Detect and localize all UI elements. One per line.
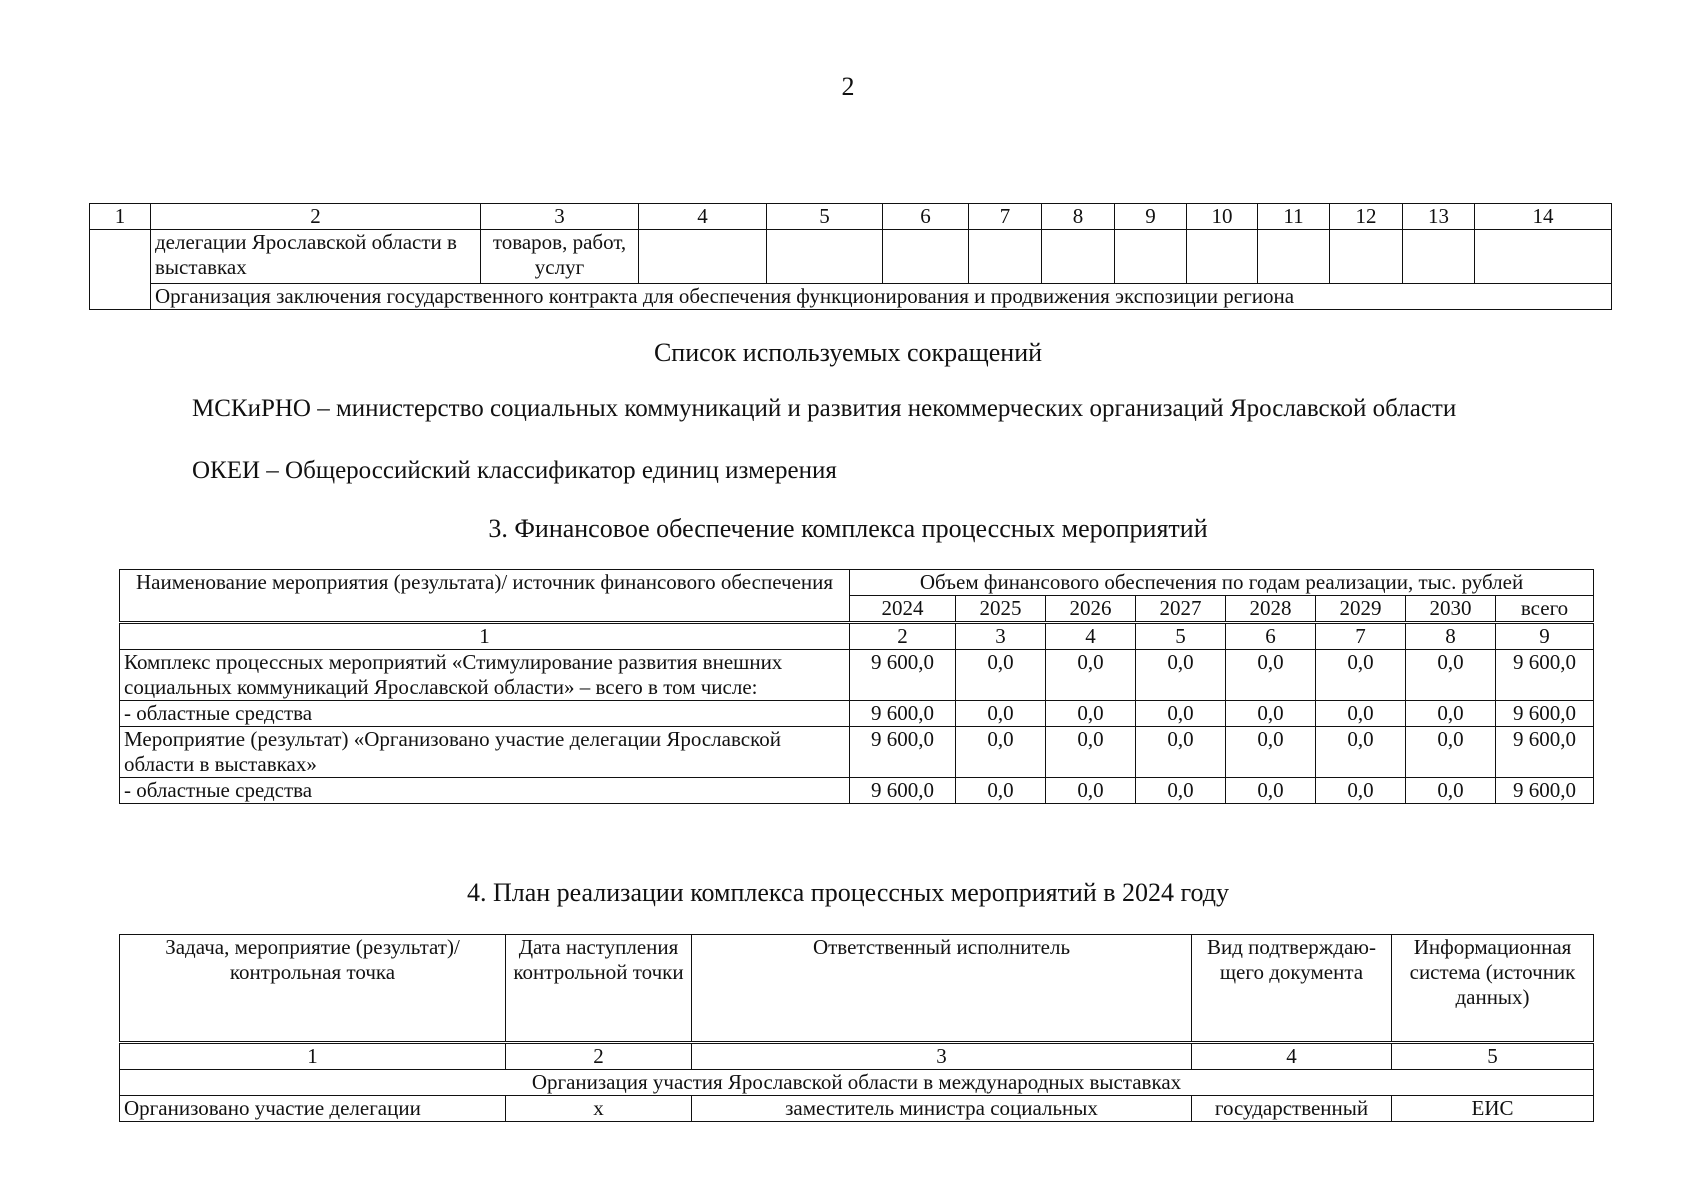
- col-num: 8: [1406, 623, 1496, 650]
- value-cell: 0,0: [1226, 650, 1316, 701]
- col-num: 2: [506, 1043, 692, 1070]
- table-cell: ЕИС: [1392, 1096, 1594, 1122]
- col-num: 4: [639, 204, 767, 230]
- year-cell: 2025: [956, 596, 1046, 623]
- value-cell: 0,0: [1316, 701, 1406, 727]
- col-num: 7: [1316, 623, 1406, 650]
- value-cell: 0,0: [1406, 701, 1496, 727]
- year-cell: 2030: [1406, 596, 1496, 623]
- year-cell: 2028: [1226, 596, 1316, 623]
- value-cell: 0,0: [1136, 701, 1226, 727]
- row-name: - областные средства: [120, 778, 850, 804]
- col-num: 13: [1403, 204, 1475, 230]
- value-cell: 0,0: [1046, 727, 1136, 778]
- value-cell: 9 600,0: [850, 727, 956, 778]
- value-cell: 0,0: [1136, 727, 1226, 778]
- value-cell: 9 600,0: [850, 650, 956, 701]
- merged-row: Организация участия Ярославской области в международных выставках: [120, 1070, 1594, 1096]
- col-num: 9: [1496, 623, 1594, 650]
- header-cell: Дата наступления контрольной точки: [506, 935, 692, 1043]
- table-cell: государственный: [1192, 1096, 1392, 1122]
- table-row: [120, 650, 1594, 701]
- col-num: 3: [692, 1043, 1192, 1070]
- table-row: [120, 1096, 1594, 1122]
- value-cell: 0,0: [1316, 727, 1406, 778]
- col-num: 9: [1115, 204, 1187, 230]
- value-cell: 9 600,0: [1496, 727, 1594, 778]
- header-cell: Ответственный исполнитель: [692, 935, 1192, 1043]
- continuation-table: [89, 203, 1612, 310]
- row-name: Комплекс процессных мероприятий «Стимулирование развития внешних социальных коммуникаций Ярославской области» – всего в том числе:: [120, 650, 850, 701]
- value-cell: 0,0: [956, 778, 1046, 804]
- value-cell: 0,0: [956, 727, 1046, 778]
- col-num: 6: [883, 204, 969, 230]
- section4-title: 4. План реализации комплекса процессных мероприятий в 2024 году: [466, 878, 1230, 907]
- value-cell: 9 600,0: [1496, 778, 1594, 804]
- col-num: 6: [1226, 623, 1316, 650]
- value-cell: 0,0: [1316, 650, 1406, 701]
- col-num: 12: [1330, 204, 1403, 230]
- value-cell: 0,0: [1136, 778, 1226, 804]
- table-row: [90, 284, 1612, 310]
- col-num: 14: [1475, 204, 1612, 230]
- col-num: 10: [1187, 204, 1258, 230]
- table-cell: товаров, работ, услуг: [481, 230, 639, 284]
- col-num: 2: [151, 204, 481, 230]
- table-row: [90, 230, 1612, 284]
- col-num: 1: [120, 1043, 506, 1070]
- value-cell: 0,0: [956, 701, 1046, 727]
- table-row: [120, 778, 1594, 804]
- plan-table: [119, 934, 1594, 1122]
- value-cell: 0,0: [1406, 650, 1496, 701]
- value-cell: 0,0: [1046, 650, 1136, 701]
- value-cell: 9 600,0: [1496, 650, 1594, 701]
- table-row: [120, 1070, 1594, 1096]
- table-cell: делегации Ярославской области в выставках: [151, 230, 481, 284]
- col-num: 3: [481, 204, 639, 230]
- value-cell: 0,0: [1406, 727, 1496, 778]
- col-num: 5: [767, 204, 883, 230]
- header-row: [120, 935, 1594, 1043]
- col-num: 4: [1046, 623, 1136, 650]
- col-num: 1: [120, 623, 850, 650]
- table-cell: заместитель министра социальных: [692, 1096, 1192, 1122]
- col-num: 1: [90, 204, 151, 230]
- row-name: Мероприятие (результат) «Организовано участие делегации Ярославской области в выставках»: [120, 727, 850, 778]
- value-cell: 0,0: [1226, 701, 1316, 727]
- value-cell: 0,0: [1046, 701, 1136, 727]
- header-cell: Вид подтверждаю-щего документа: [1192, 935, 1392, 1043]
- column-number-row: [90, 204, 1612, 230]
- year-cell: 2026: [1046, 596, 1136, 623]
- col-num: 4: [1192, 1043, 1392, 1070]
- finance-table: [119, 569, 1594, 804]
- year-cell: 2024: [850, 596, 956, 623]
- page-number: 2: [841, 72, 855, 101]
- value-cell: 0,0: [1226, 778, 1316, 804]
- header-cell: Информационная система (источник данных): [1392, 935, 1594, 1043]
- header-cell: Задача, мероприятие (результат)/ контрольная точка: [120, 935, 506, 1043]
- value-cell: 9 600,0: [850, 701, 956, 727]
- value-cell: 9 600,0: [1496, 701, 1594, 727]
- row-name: - областные средства: [120, 701, 850, 727]
- value-cell: 9 600,0: [850, 778, 956, 804]
- col-num: 2: [850, 623, 956, 650]
- value-cell: 0,0: [1046, 778, 1136, 804]
- col-num: 11: [1258, 204, 1330, 230]
- header-name: Наименование мероприятия (результата)/ источник финансового обеспечения: [120, 570, 850, 623]
- abbreviation-item: МСКиРНО – министерство социальных коммуникаций и развития некоммерческих организаций Ярославской области: [192, 395, 1457, 422]
- value-cell: 0,0: [1136, 650, 1226, 701]
- column-number-row: [120, 1043, 1594, 1070]
- year-cell: 2027: [1136, 596, 1226, 623]
- value-cell: 0,0: [1316, 778, 1406, 804]
- table-cell: х: [506, 1096, 692, 1122]
- col-num: 5: [1136, 623, 1226, 650]
- col-num: 7: [969, 204, 1042, 230]
- table-row: [120, 701, 1594, 727]
- abbreviation-item: ОКЕИ – Общероссийский классификатор единиц измерения: [192, 457, 837, 484]
- table-row: [120, 727, 1594, 778]
- header-volume: Объем финансового обеспечения по годам реализации, тыс. рублей: [850, 570, 1594, 596]
- empty-cell: [90, 230, 151, 310]
- year-cell: всего: [1496, 596, 1594, 623]
- col-num: 8: [1042, 204, 1115, 230]
- header-row: [120, 570, 1594, 596]
- col-num: 5: [1392, 1043, 1594, 1070]
- value-cell: 0,0: [956, 650, 1046, 701]
- table-cell: Организовано участие делегации: [120, 1096, 506, 1122]
- year-cell: 2029: [1316, 596, 1406, 623]
- value-cell: 0,0: [1406, 778, 1496, 804]
- value-cell: 0,0: [1226, 727, 1316, 778]
- section3-title: 3. Финансовое обеспечение комплекса процессных мероприятий: [488, 514, 1208, 543]
- col-num: 3: [956, 623, 1046, 650]
- merged-row: Организация заключения государственного контракта для обеспечения функционирования и продвижения экспозиции региона: [151, 284, 1612, 310]
- abbreviations-title: Список используемых сокращений: [653, 338, 1043, 367]
- column-number-row: [120, 623, 1594, 650]
